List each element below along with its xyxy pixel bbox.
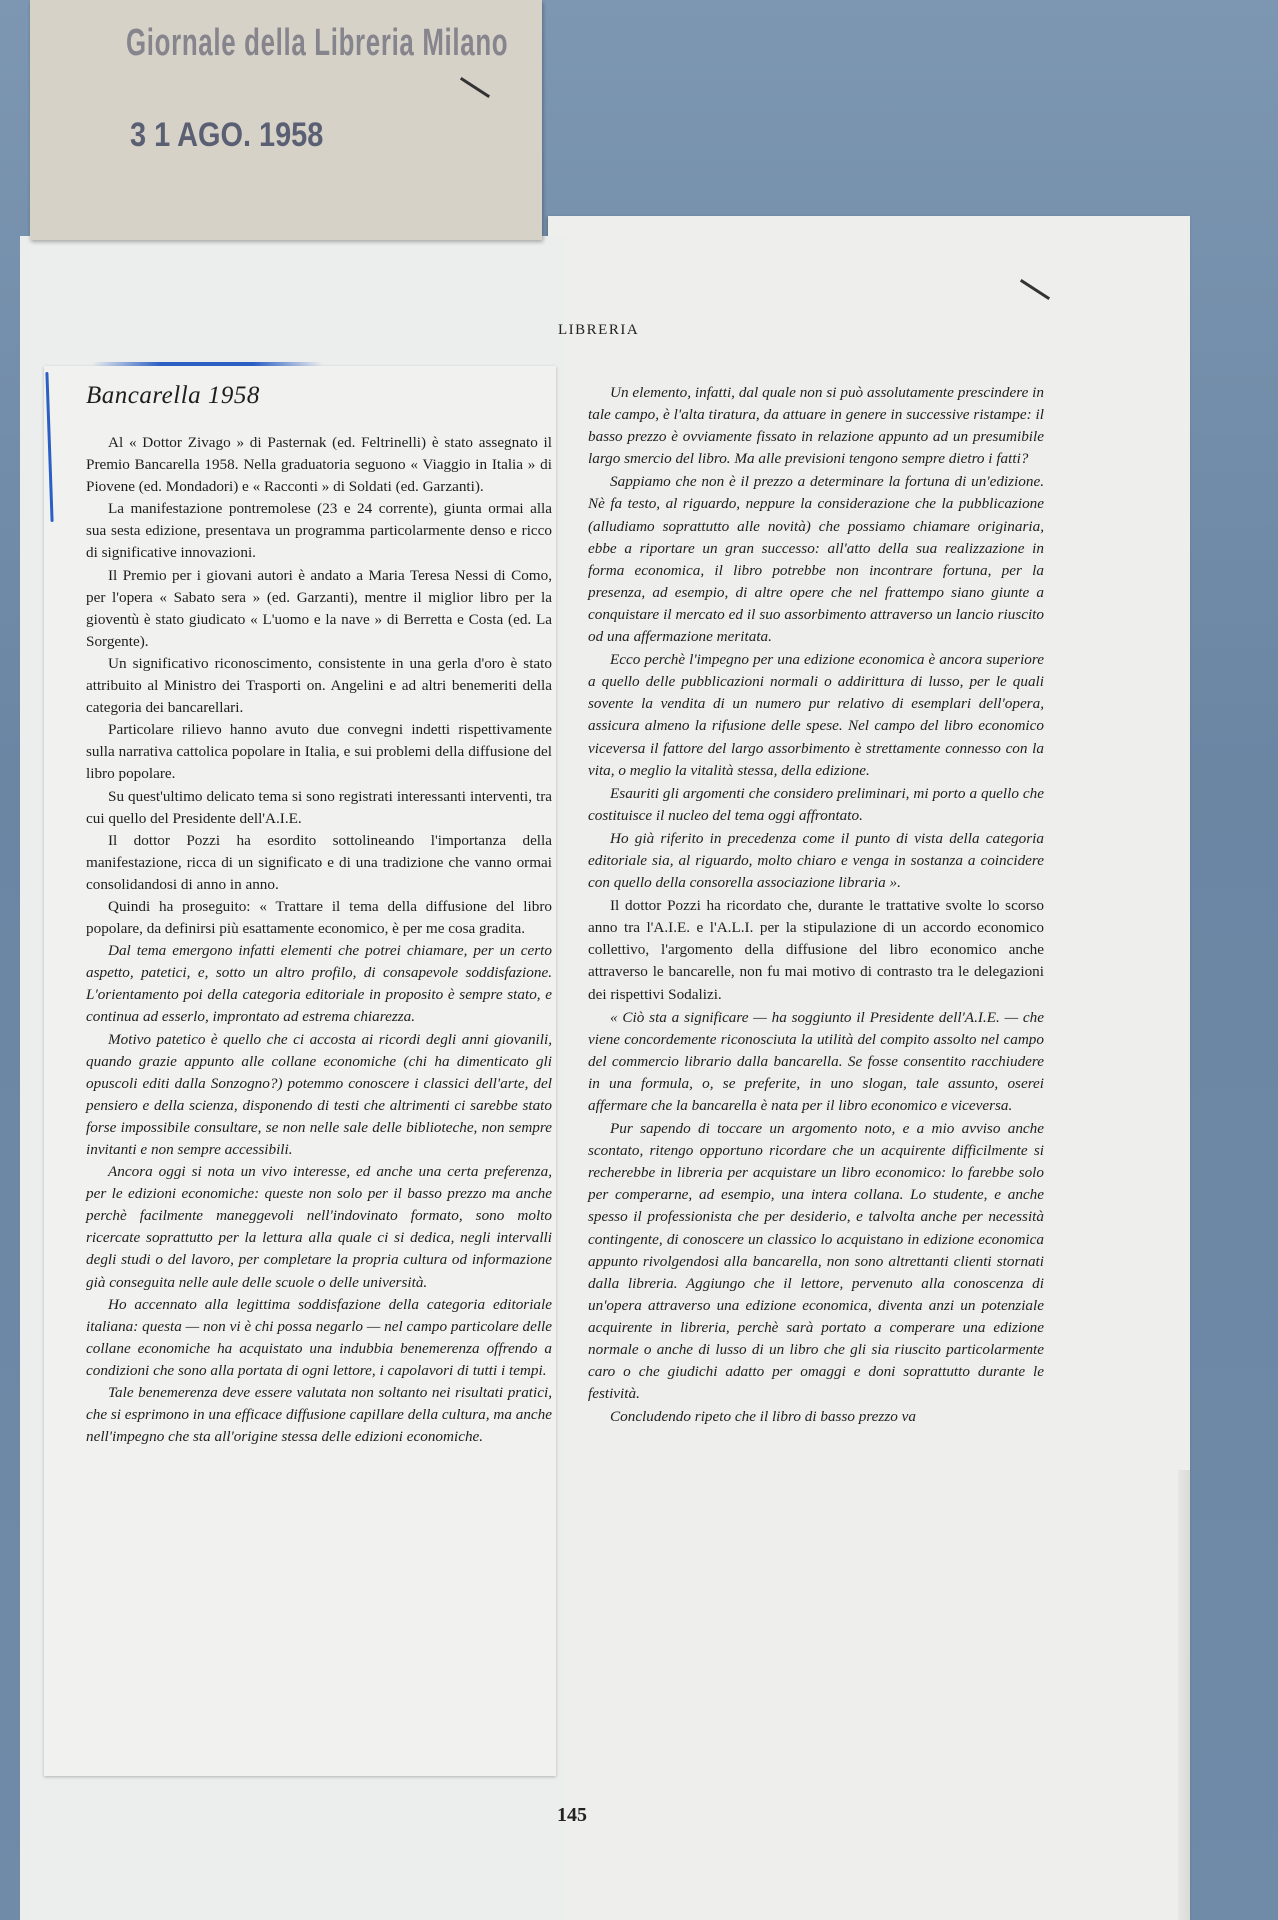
journal-stamp: Giornale della Libreria Milano xyxy=(126,22,509,64)
paragraph: Concludendo ripeto che il libro di basso prezzo va xyxy=(610,1408,916,1426)
pen-mark xyxy=(92,362,322,366)
article-title: Bancarella 1958 xyxy=(86,382,260,409)
paragraph: Dal tema emergono infatti elementi che potrei chiamare, per un certo aspetto, patetici, e, sotto un altro profilo, di consapevole soddisfazione. L'orientamento poi della categoria editoriale in proposito è sempre stato, e continua ad esserlo, improntato ad estrema chiarezza. xyxy=(86,942,552,1026)
paragraph: Sappiamo che non è il prezzo a determinare la fortuna di un'edizione. Nè fa testo, al riguardo, neppure la considerazione che la pubblicazione (alludiamo soprattutto alle novità) che possiamo chiamare originaria, ebbe a riportare un gran successo: all'atto della sua realizzazione in forma economica, il libro potrebbe non incontrare fortuna, per la presenza, ad esempio, di altre opere che nel frattempo siano giunte a conquistare il mercato ed il suo assorbimento attraverso un lancio riuscito od una affermazione meritata. xyxy=(588,473,1044,646)
paragraph: Un elemento, infatti, dal quale non si può assolutamente prescindere in tale campo, è l'alta tiratura, da attuare in genere in successive ristampe: il basso prezzo è ovviamente fissato in relazione appunto ad un presumibile largo smercio del libro. Ma alle previsioni tengono sempre dietro i fatti? xyxy=(588,384,1044,468)
paragraph: Ecco perchè l'impegno per una edizione economica è ancora superiore a quello delle pubblicazioni normali o addirittura di lusso, per le quali sovente la vendita di un numero pur relativo di esemplari dell'opera, assicura almeno la rifusione delle spese. Nel campo del libro economico viceversa il fattore del largo assorbimento è strettamente connesso con la vita, o meglio la vitalità stessa, della edizione. xyxy=(588,651,1044,779)
page-number: 145 xyxy=(557,1804,587,1826)
paragraph: Ancora oggi si nota un vivo interesse, ed anche una certa preferenza, per le edizioni economiche: queste non solo per il basso prezzo ma anche perchè facilmente maneggevoli nell'indovinato formato, sono molto ricercate soprattutto per la lettura alla quale ci si dedica, negli intervalli degli studi o del lavoro, per completare la propria cultura od informazione già conseguita nelle aule delle scuole o delle università. xyxy=(86,1163,552,1291)
page-header: LIBRERIA xyxy=(558,322,640,338)
page-fold xyxy=(1178,1470,1190,1920)
date-stamp: 3 1 AGO. 1958 xyxy=(130,116,324,154)
paragraph: Particolare rilievo hanno avuto due convegni indetti rispettivamente sulla narrativa cattolica popolare in Italia, e sui problemi della diffusione del libro popolare. xyxy=(86,721,552,783)
paragraph: La manifestazione pontremolese (23 e 24 corrente), giunta ormai alla sua sesta edizione, presentava un programma particolarmente denso e ricco di significative innovazioni. xyxy=(86,500,552,562)
paragraph: Motivo patetico è quello che ci accosta ai ricordi degli anni giovanili, quando grazie appunto alle collane economiche (chi ha dimenticato gli opuscoli editi dalla Sonzogno?) potemmo conoscere i classici dell'arte, del pensiero e della scienza, disponendo di testi che altrimenti ci sarebbe stato forse impossibile consultare, se non nelle sale delle biblioteche, non sempre invitanti e non sempre accessibili. xyxy=(86,1030,552,1158)
paragraph: Pur sapendo di toccare un argomento noto, e a mio avviso anche scontato, ritengo opportuno ricordare che un acquirente difficilmente si recherebbe in libreria per acquistare un libro economico: lo farebbe solo per comperarne, ad esempio, una intera collana. Lo studente, e anche spesso il professionista che per desiderio, e talvolta anche per necessità contingente, di conoscere un classico lo acquistano in edizione economica appunto rivolgendosi alla bancarella, non sono altrettanti clienti stornati dalla libreria. Aggiungo che il lettore, pervenuto alla conoscenza di un'opera attraverso una edizione economica, diventa anzi un potenziale acquirente in libreria, perchè sarà portato a comperare una edizione normale o anche di lusso di un libro che gli sia riuscito particolarmente caro o che giudichi adatto per omaggi e doni soprattutto durante le festività. xyxy=(588,1120,1044,1403)
paragraph: Su quest'ultimo delicato tema si sono registrati interessanti interventi, tra cui quello del Presidente dell'A.I.E. xyxy=(86,787,552,827)
paragraph: Ho già riferito in precedenza come il punto di vista della categoria editoriale sia, al riguardo, molto chiaro e venga in sostanza a coincidere con quello della consorella associazione libraria ». xyxy=(588,829,1044,892)
paragraph: Esauriti gli argomenti che considero preliminari, mi porto a quello che costituisce il nucleo del tema oggi affrontato. xyxy=(588,784,1044,824)
paragraph: Al « Dottor Zivago » di Pasternak (ed. Feltrinelli) è stato assegnato il Premio Bancarella 1958. Nella graduatoria seguono « Viaggio in Italia » di Piovene (ed. Mondadori) e « Racconti » di Soldati (ed. Garzanti). xyxy=(86,434,552,496)
paragraph: Ho accennato alla legittima soddisfazione della categoria editoriale italiana: questa — non vi è chi possa negarlo — nel campo particolare delle collane economiche ha acquistato una indubbia benemerenza offrendo a condizioni che sono alla portata di ogni lettore, i capolavori di tutti i tempi. xyxy=(86,1295,552,1379)
paragraph: Un significativo riconoscimento, consistente in una gerla d'oro è stato attribuito al Ministro dei Trasporti on. Angelini e ad altri benemeriti della categoria dei bancarellari. xyxy=(86,654,552,717)
paragraph: Il dottor Pozzi ha ricordato che, durante le trattative svolte lo scorso anno tra l'A.I.E. e l'A.L.I. per la stipulazione di un accordo economico collettivo, l'argomento della diffusione del libro economico anche attraverso le bancarelle, non fu mai motivo di contrasto tra le delegazioni dei rispettivi Sodalizi. xyxy=(588,897,1044,1003)
paragraph: Quindi ha proseguito: « Trattare il tema della diffusione del libro popolare, da definirsi più esattamente economico, è per me cosa gradita. xyxy=(86,897,552,938)
right-column xyxy=(588,382,1044,1429)
paragraph: Il dottor Pozzi ha esordito sottolineando l'importanza della manifestazione, ricca di un significato e di una tradizione che vanno ormai consolidandosi di anno in anno. xyxy=(86,831,552,893)
clipping-header xyxy=(30,0,542,240)
paragraph: Tale benemerenza deve essere valutata non soltanto nei risultati pratici, che si esprimono in una efficace diffusione capillare della cultura, ma anche nell'impegno che sta all'origine stessa delle edizioni economiche. xyxy=(86,1384,552,1446)
paragraph: « Ciò sta a significare — ha soggiunto il Presidente dell'A.I.E. — che viene concordemente riconosciuta la utilità del compito assolto nel campo del commercio librario dalla bancarella. Se fosse consentito racchiudere in una formula, o, se preferite, in uno slogan, tale assunto, oserei affermare che la bancarella è nata per il libro economico e viceversa. xyxy=(588,1008,1044,1114)
paragraph: Il Premio per i giovani autori è andato a Maria Teresa Nessi di Como, per l'opera « Sabato sera » (ed. Garzanti), mentre il miglior libro per la gioventù è stato giudicato « L'uomo e la nave » di Berretta e Costa (ed. La Sorgente). xyxy=(86,566,552,650)
left-column xyxy=(86,432,552,1448)
